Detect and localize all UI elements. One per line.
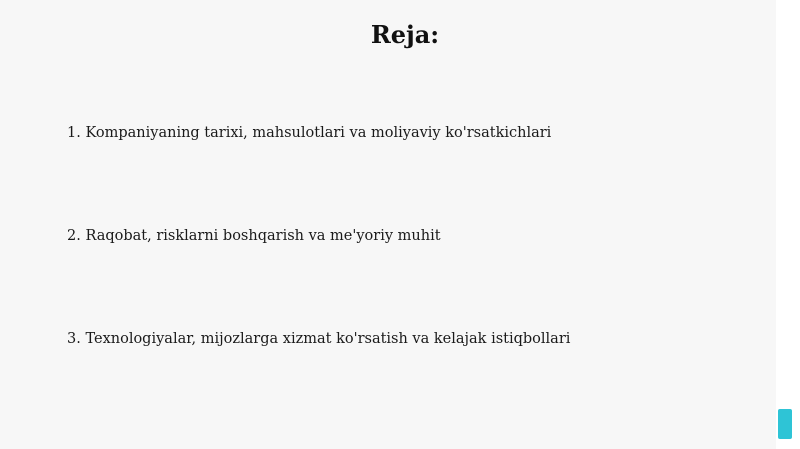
- plan-item-1: 1. Kompaniyaning tarixi, mahsulotlari va moliyaviy ko'rsatkichlari: [67, 125, 552, 141]
- slide-title: Reja:: [370, 20, 440, 49]
- plan-item-3: 3. Texnologiyalar, mijozlarga xizmat ko'rsatish va kelajak istiqbollari: [67, 331, 571, 347]
- scrollbar-thumb[interactable]: [778, 409, 792, 439]
- plan-item-2: 2. Raqobat, risklarni boshqarish va me'yoriy muhit: [67, 228, 441, 244]
- scrollbar-track[interactable]: [776, 0, 800, 449]
